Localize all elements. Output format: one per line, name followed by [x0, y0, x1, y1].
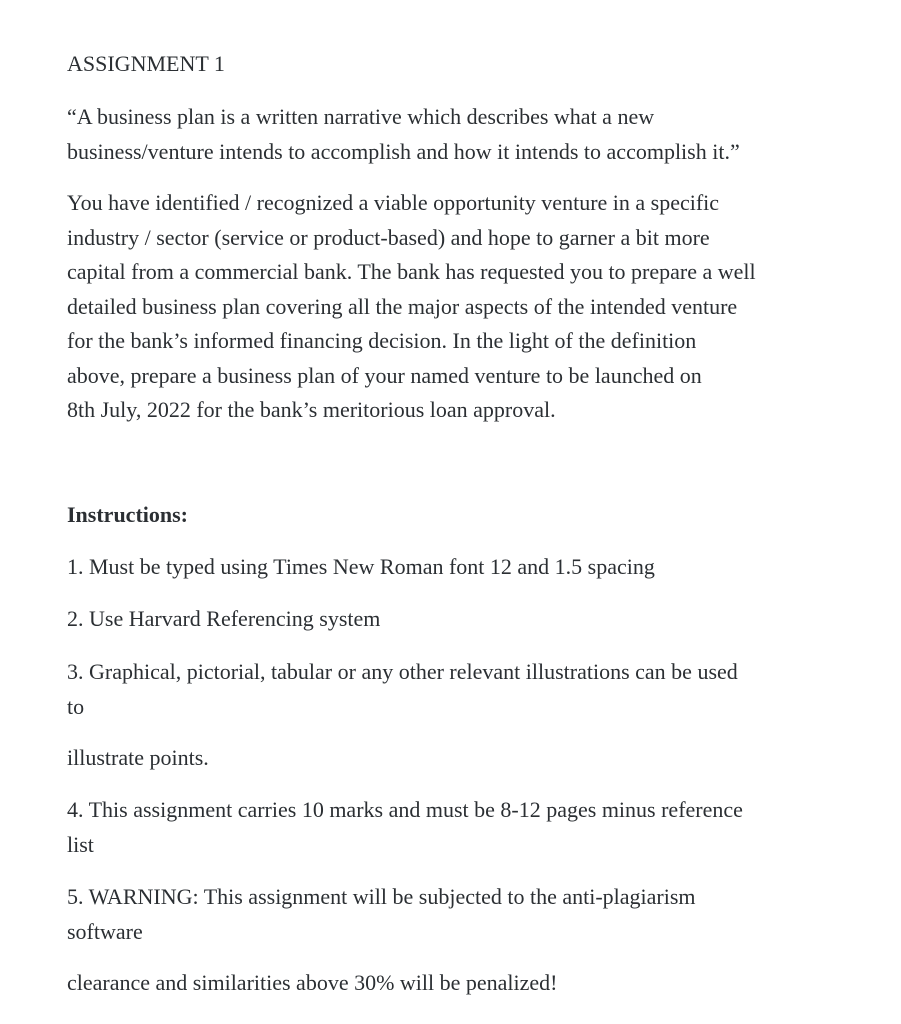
instruction-item-4-line: list [67, 831, 94, 857]
assignment-title-text: ASSIGNMENT 1 [67, 51, 225, 76]
instruction-item-5-continuation [67, 966, 847, 1001]
instruction-item-5-line: 5. WARNING: This assignment will be subjected to the anti-plagiarism [67, 884, 696, 909]
instruction-item-5 [67, 880, 847, 949]
quote-line: “A business plan is a written narrative which describes what a new [67, 104, 655, 129]
scenario-line: above, prepare a business plan of your named venture to be launched on [67, 362, 702, 388]
business-plan-definition-quote [67, 100, 847, 169]
instruction-item-3-continuation [67, 741, 847, 776]
instruction-item-1 [67, 550, 847, 585]
instruction-item-5-line: software [67, 918, 143, 944]
instructions-heading-text: Instructions: [67, 502, 189, 527]
instruction-item-3 [67, 655, 847, 724]
scenario-line: capital from a commercial bank. The bank has requested you to prepare a well [67, 259, 756, 284]
instruction-item-4 [67, 793, 847, 862]
scenario-line: for the bank’s informed financing decision. In the light of the definition [67, 328, 697, 353]
instruction-item-3-line: to [67, 693, 85, 719]
instruction-item-5-continuation-text: clearance and similarities above 30% will be penalized! [67, 970, 558, 995]
quote-line: business/venture intends to accomplish and how it intends to accomplish it.” [67, 138, 740, 164]
scenario-line: industry / sector (service or product-based) and hope to garner a bit more [67, 224, 710, 250]
instructions-heading [67, 498, 847, 533]
scenario-line: You have identified / recognized a viable opportunity venture in a specific [67, 190, 720, 215]
instruction-item-1-text: 1. Must be typed using Times New Roman font 12 and 1.5 spacing [67, 554, 655, 579]
assignment-title [67, 47, 847, 82]
instruction-item-3-continuation-text: illustrate points. [67, 745, 209, 770]
instruction-item-2-text: 2. Use Harvard Referencing system [67, 606, 381, 631]
instruction-item-4-line: 4. This assignment carries 10 marks and must be 8-12 pages minus reference [67, 797, 743, 822]
scenario-line: detailed business plan covering all the major aspects of the intended venture [67, 293, 738, 319]
scenario-paragraph [67, 186, 847, 428]
instruction-item-2 [67, 602, 847, 637]
instruction-item-3-line: 3. Graphical, pictorial, tabular or any other relevant illustrations can be used [67, 659, 738, 684]
scenario-line: 8th July, 2022 for the bank’s meritorious loan approval. [67, 397, 556, 422]
